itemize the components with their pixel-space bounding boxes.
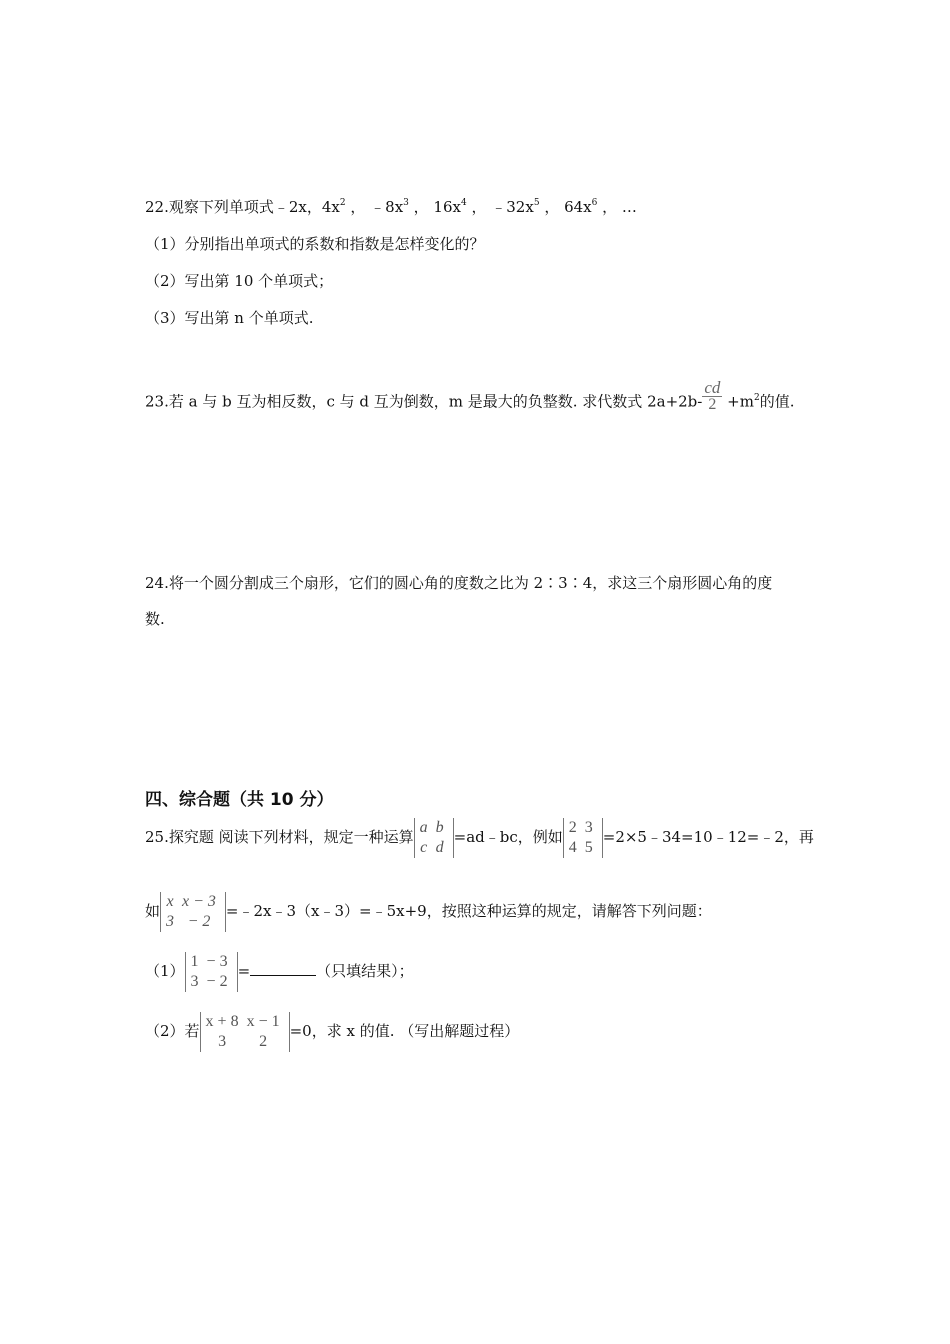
q22-sub2: （2）写出第 10 个单项式； <box>145 272 334 290</box>
example-determinant <box>563 818 603 858</box>
q22-sub3: （3）写出第 n 个单项式. <box>145 309 314 327</box>
determinant-entry: − 3 <box>206 953 228 970</box>
q22-stem: 22.观察下列单项式﹣2x，$4x^2$ ， $﹣8x^3$ ， $16x^4$ ， $﹣32x^5$ ， $64x^6$ ， … <box>145 198 637 216</box>
determinant-entry: x + 8 <box>205 1013 239 1030</box>
section-heading: 四、综合题（共 10 分） <box>145 790 334 810</box>
determinant-entry: x − 3 <box>182 893 216 910</box>
q23-fraction: $\frac{cd}{2}$ <box>704 378 721 413</box>
determinant-entry: 2 <box>259 1033 268 1050</box>
determinant-entry: b <box>435 819 444 836</box>
determinant-entry: 4 <box>568 839 577 856</box>
q24-line2: 数. <box>145 610 165 628</box>
determinant-entry: 3 <box>584 819 593 836</box>
determinant-entry: 5 <box>584 839 593 856</box>
answer-blank[interactable] <box>250 961 316 976</box>
q25-intro: 25.探究题 阅读下列材料，规定一种运算 a b c d =ad﹣bc，例如 2 3 4 5 =2×5﹣34=10﹣12=﹣2，再 <box>145 819 814 856</box>
q22-sub1: （1）分别指出单项式的系数和指数是怎样变化的？ <box>145 235 485 253</box>
determinant-entry: a <box>419 819 428 836</box>
q24-line1: 24.将一个圆分割成三个扇形，它们的圆心角的度数之比为 2∶3∶4，求这三个扇形圆心角的度 <box>145 574 773 592</box>
determinant-entry: d <box>435 839 444 856</box>
determinant-entry: 2 <box>568 819 577 836</box>
q23-stem: 23.若 a 与 b 互为相反数，c 与 d 互为倒数，m 是最大的负整数. 求代数式 2a+2b- $\frac{cd}{2}$ $+m^2$的值. <box>145 378 795 413</box>
determinant-entry: c <box>420 839 428 856</box>
determinant-entry: x <box>166 893 174 910</box>
determinant-entry: x − 1 <box>246 1013 280 1030</box>
determinant-entry: − 2 <box>206 973 228 990</box>
sub2-determinant <box>200 1012 290 1052</box>
q25-sub2: （2）若 x + 8 x − 1 3 2 =0，求 x 的值. （写出解题过程） <box>145 1013 520 1050</box>
determinant-entry: 3 <box>218 1033 227 1050</box>
determinant-entry: − 2 <box>187 913 211 930</box>
determinant-entry: 3 <box>190 973 199 990</box>
determinant-entry: 3 <box>166 913 175 930</box>
q25-example2: 如 x x − 3 3 − 2 =﹣2x﹣3（x﹣3）=﹣5x+9，按照这种运算的规定，请解答下列问题： <box>145 893 712 930</box>
sub1-determinant <box>185 952 238 992</box>
example2-determinant <box>160 892 226 932</box>
q25-sub1: （1） 1 − 3 3 − 2 = （只填结果）； <box>145 953 414 990</box>
determinant-entry: 1 <box>190 953 199 970</box>
definition-determinant <box>414 818 454 858</box>
